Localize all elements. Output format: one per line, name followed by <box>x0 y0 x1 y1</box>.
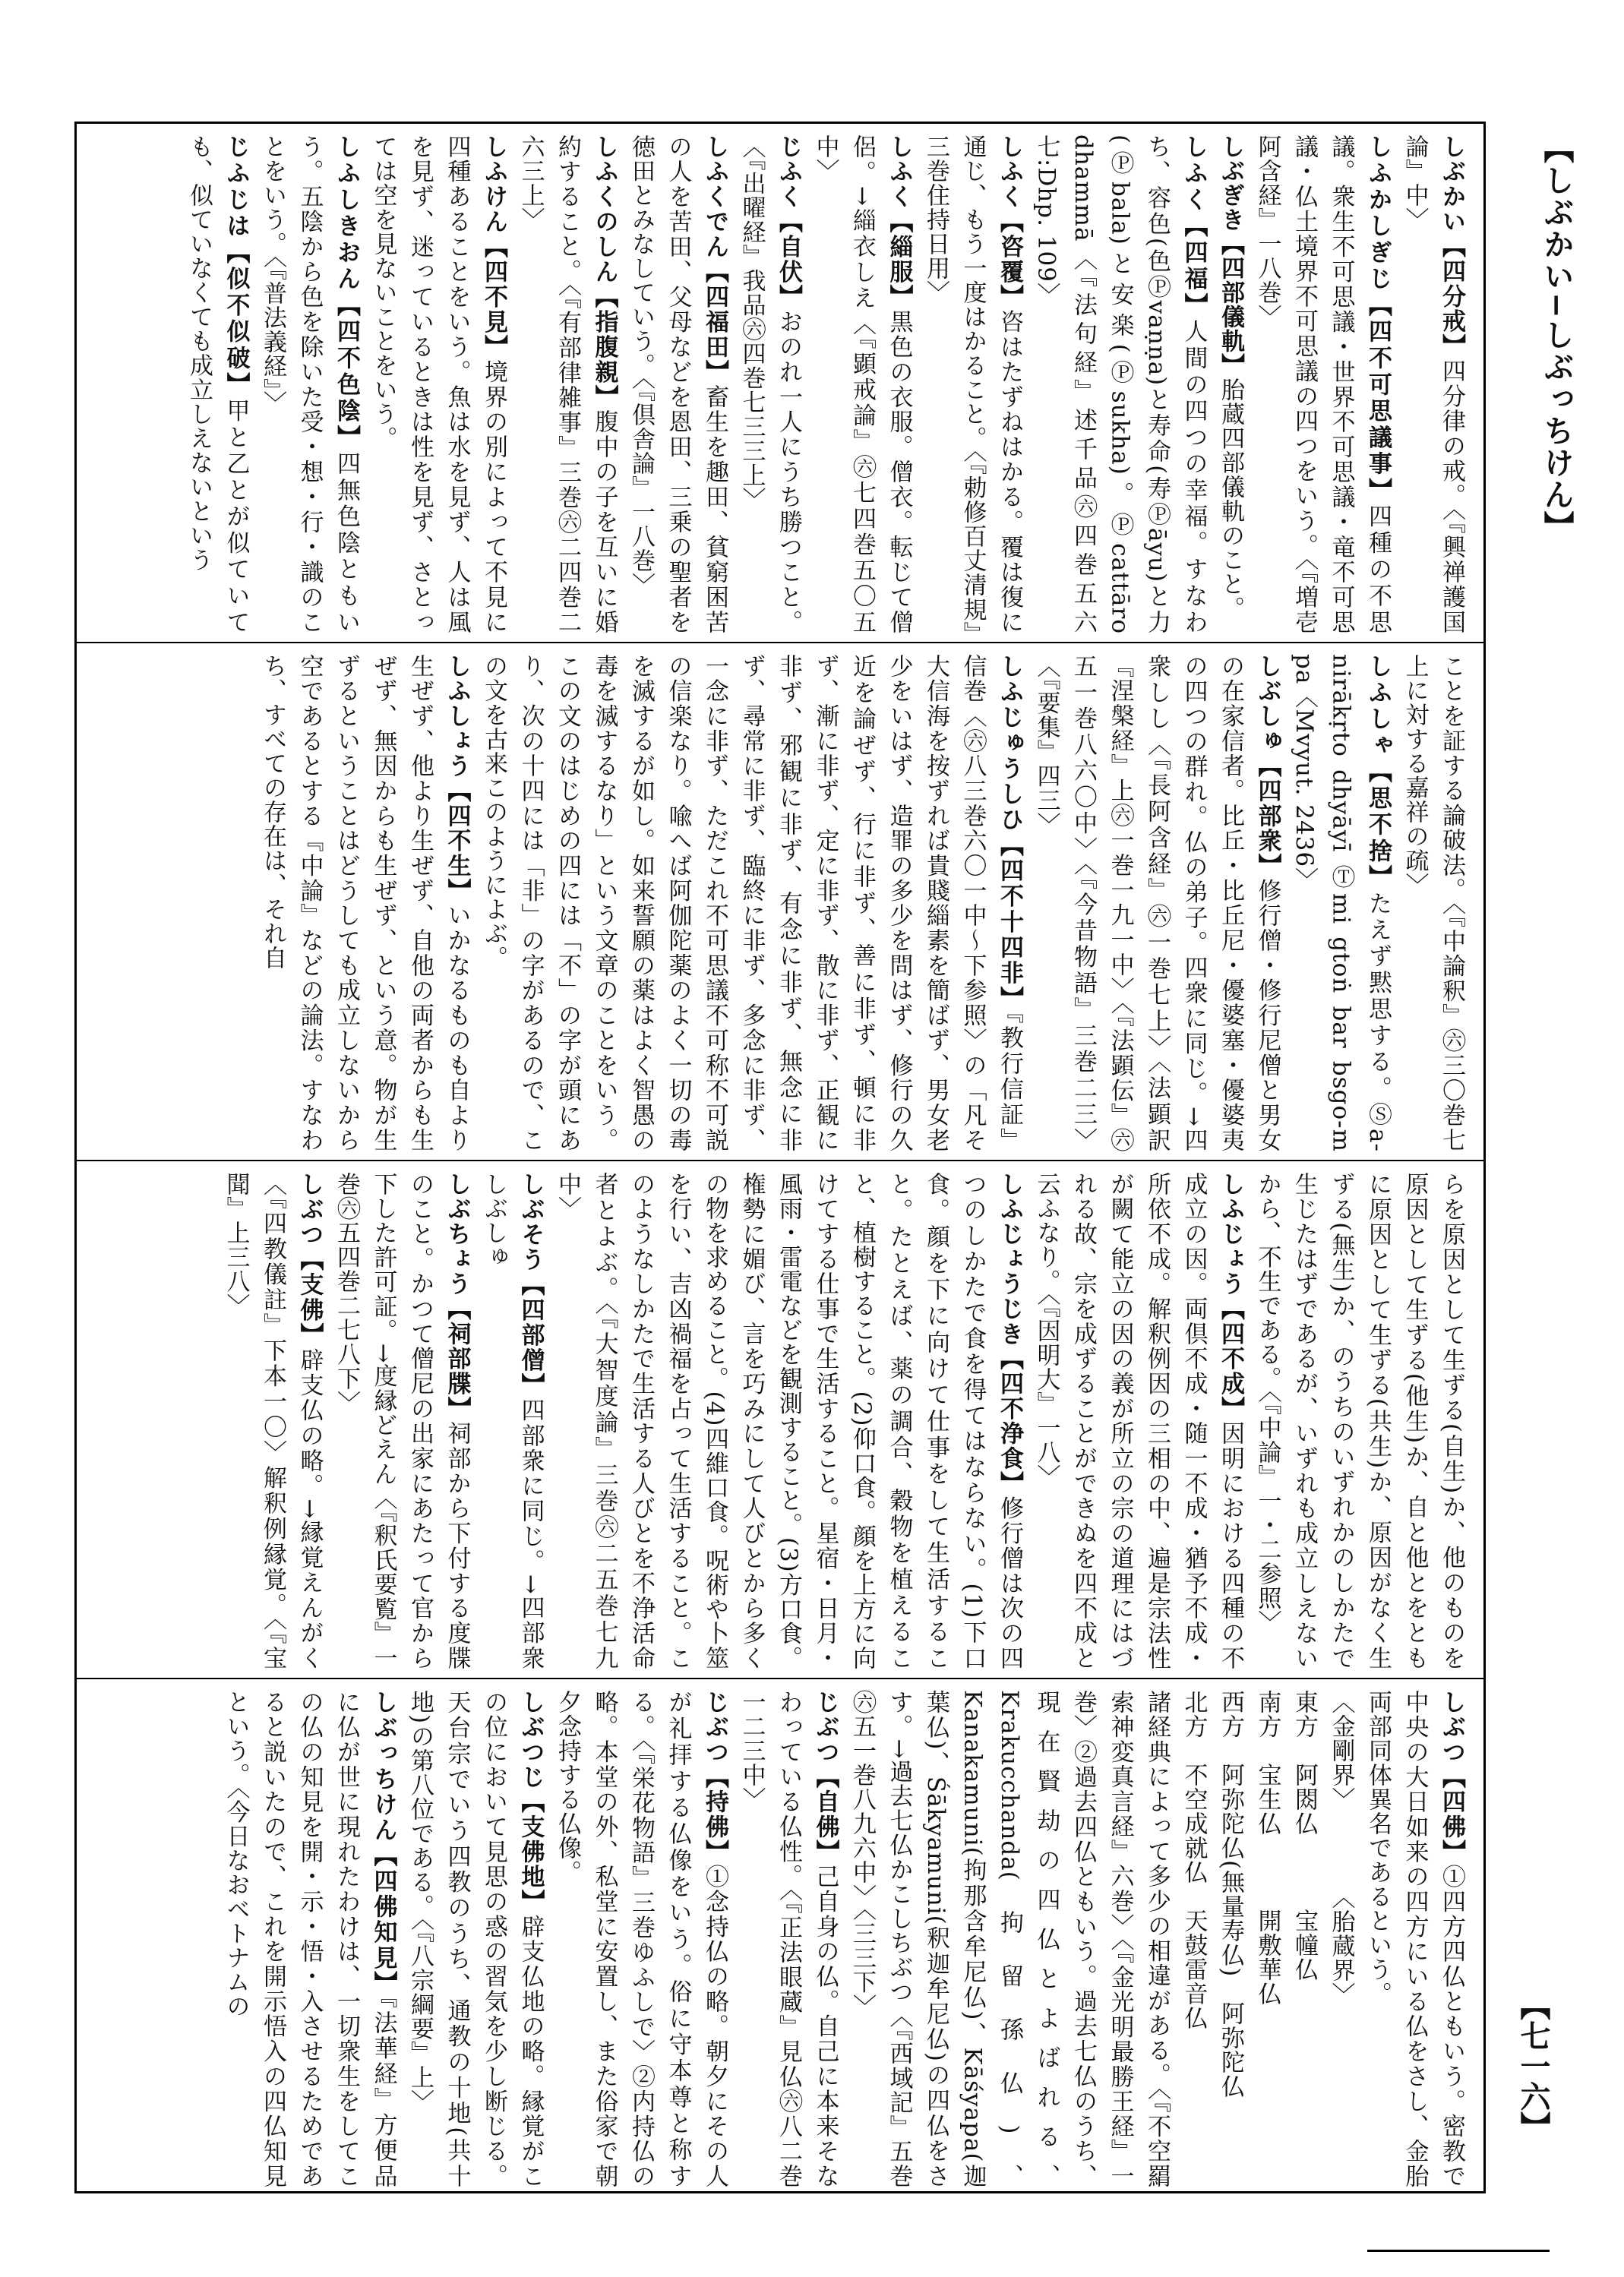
entry-definition: 四部衆に同じ。→四部衆しぶしゅ <box>480 1172 545 1671</box>
entry-headword: しふしょう【四不生】 <box>443 654 471 904</box>
entry-headword: しぶぎき【四部儀軌】 <box>1217 134 1244 377</box>
entry-headword: しふく【緇服】 <box>885 134 913 310</box>
entry-headword: しぶつ【支佛】 <box>295 1172 324 1348</box>
entry-definition: 畜生を趣田、貧窮困苦の人を苦田、父母などを恩田、三乗の聖者を徳田とみなしていう。〈『倶舎論』一八巻〉 <box>627 134 728 635</box>
dictionary-entry <box>812 134 913 634</box>
dictionary-entry <box>1180 1690 1208 2030</box>
dictionary-entry <box>738 1690 839 2188</box>
entry-definition: 北方 不空成就仏 天鼓雷音仏 <box>1180 1690 1208 2030</box>
entry-definition: 辟支仏の略。→縁覚えんがく〈『四教儀註』下本一〇〉解釈例縁覚。〈『宝聞』上三八〉 <box>222 1172 324 1670</box>
page-header: 【しぶかい−しぶっちけん】 <box>1539 133 1575 543</box>
entry-definition: 諸経典によって多少の相違がある。〈『不空羂索神変真言経』六巻〉〈『金光明最勝王経』一巻〉②過去四仏ともいう。過去七仏のうち、現在賢劫の四仏とよばれる、Krakucchanda(拘留孫仏)、Kanakamuni(拘那含牟尼仏)、Kāśyapa(迦葉仏)、Śākyamuni(釈迦牟尼仏)の四仏をさす。→過去七仏かこしちぶつ〈『西域記』五巻㊅五一巻八九六中〉〈三三下〉 <box>848 1690 1171 2188</box>
entry-definition: 祠部から下付する度牒のこと。かつて僧尼の出家にあたって官から下した許可証。→度縁どえん〈『釈氏要覧』一巻㊅五四巻二七八下〉 <box>333 1172 471 1671</box>
tier-2-text <box>90 654 1470 1152</box>
entry-definition: 腹中の子を互いに婚約すること。〈『有部律雑事』三巻㊅二四巻二六三上〉 <box>517 134 618 635</box>
entry-definition: 南方 宝生仏 開敷華仏 <box>1253 1690 1281 2006</box>
dictionary-entry <box>1217 134 1244 621</box>
dictionary-entry <box>554 1172 1023 1670</box>
entry-headword: しふしきおん【四不色陰】 <box>333 134 360 452</box>
tier-1 <box>77 124 1483 642</box>
dictionary-entry <box>1033 1172 1245 1670</box>
entry-definition: 胎蔵四部儀軌のこと。 <box>1217 377 1244 621</box>
entry-definition: 四種の不思議。衆生不可思議・世界不可思議・竜不可思議・仏土境界不可思議の四つをいう。〈『増壱阿含経』一八巻〉 <box>1253 134 1392 635</box>
dictionary-entry <box>223 1172 324 1670</box>
entry-definition: 『法華経』方便品に仏が世に現れたわけは、一切衆生をしてこの仏の知見を開・示・悟・入させるためであると説いたので、これを開示悟入の四仏知見という。〈今日なおベトナムの <box>222 1690 397 2189</box>
dictionary-entry <box>406 1690 545 2188</box>
dictionary-entry <box>1254 134 1392 634</box>
entry-headword: しふじょうじき【四不浄食】 <box>996 1172 1023 1496</box>
tier-4-text <box>90 1690 1470 2188</box>
dictionary-entry <box>259 134 360 634</box>
entry-headword: しぶそう【四部僧】 <box>517 1172 545 1398</box>
dictionary-entry <box>480 1172 545 1670</box>
dictionary-entry <box>848 1690 1171 2188</box>
entry-definition: 西方 阿弥陀仏(無量寿仏) 阿弥陀仏 <box>1217 1690 1244 2099</box>
entry-headword: じぶつ【持佛】 <box>701 1690 728 1865</box>
dictionary-entry <box>627 134 728 634</box>
dictionary-frame <box>74 122 1486 2193</box>
entry-definition: 咨はたずねはかる。覆は復に通じ、もう一度はかること。〈『勅修百丈清規』三巻住持日用〉 <box>922 134 1023 635</box>
dictionary-entry <box>1364 1690 1465 2188</box>
bottom-rule <box>1367 2250 1550 2252</box>
tier-1-text <box>90 134 1470 634</box>
entry-definition: 〈金剛界〉 〈胎蔵界〉 <box>1327 1690 1355 2007</box>
tier-2 <box>77 642 1483 1160</box>
entry-headword: しぶちょう【祠部牒】 <box>443 1172 471 1422</box>
entry-headword: しぶっちけん【四佛知見】 <box>369 1690 397 1997</box>
dictionary-entry <box>185 134 250 634</box>
entry-definition: 修行僧は次の四つのしかたで食を得てはならない。(1)下口食。顔を下に向けて仕事をして生活すること。たとえば、薬の調合、穀物を植えること、植樹すること。(2)仰口食。顔を上方に向けてする仕事で生活すること。星宿・日月・風雨・雷電などを観測すること。(3)方口食。権勢に媚び、言を巧みにして人びとから多くの物を求めること。(4)四維口食。呪術や卜筮を行い、吉凶禍福を占って生活すること。このようなしかたで生活する人びとを不浄活命者とよぶ。〈『大智度論』三巻㊅二五巻七九中〉 <box>554 1172 1023 1671</box>
dictionary-entry <box>1033 654 1281 1152</box>
entry-definition: たえず黙思する。Ⓢa-nirākṛto dhyāyī Ⓣmi gtoṅ bar bsgo-m pa〈Mvyut. 2436〉 <box>1291 654 1392 1152</box>
dictionary-entry <box>922 134 1023 634</box>
dictionary-entry <box>1291 654 1392 1152</box>
entry-definition: 修行僧・修行尼僧と男女の在家信者。比丘・比丘尼・優婆塞・優婆夷の四つの群れ。仏の弟子。四衆に同じ。→四衆しし〈『長阿含経』㊅一巻七上〉〈法顕訳『涅槃経』上㊅一巻一九一中〉〈『法顕伝』㊅五一巻八六〇中〉〈『今昔物語』三巻二三〉〈『要集』四三〉 <box>1032 654 1281 1153</box>
entry-headword: しぶかい【四分戒】 <box>1438 134 1465 359</box>
entry-headword: しふじょう【四不成】 <box>1217 1172 1244 1422</box>
entry-definition: いかなるものも自より生ぜず、他より生ぜず、自他の両者からも生ぜず、無因からも生ぜず、という意。物が生ずるということはどうしても成立しないから空であるとする『中論』などの論法。すなわち、すべての存在は、それ自 <box>259 654 471 1153</box>
entry-headword: しふくでん【四福田】 <box>701 134 728 385</box>
entry-definition: 黒色の衣服。僧衣。転じて僧侶。→緇衣しえ〈『顕戒論』㊅七四巻五〇五中〉 <box>811 134 913 635</box>
entry-headword: しぶしゅ【四部衆】 <box>1253 654 1281 879</box>
entry-definition: 境界の別によって不見に四種あることをいう。魚は水を見ず、人は風を見ず、迷っているときは性を見ず、さとっては空を見ないことをいう。 <box>369 134 507 635</box>
entry-definition: ①四方四仏ともいう。密教で中央の大日如来の四方にいる仏をさし、金胎両部同体異名であるという。 <box>1364 1690 1465 2189</box>
dictionary-entry <box>1217 1690 1244 2099</box>
entry-definition: ①念持仏の略。朝夕にその人が礼拝する仏像をいう。俗に守本尊と称する。〈『栄花物語』三巻ゆふしで〉②内持仏の略。本堂の外、私堂に安置し、また俗家で朝夕念持する仏像。 <box>554 1690 728 2189</box>
entry-definition: 甲と乙とが似ていても、似ていなくても成立しえないという <box>185 134 250 635</box>
dictionary-entry <box>370 134 508 634</box>
dictionary-entry <box>1033 134 1208 634</box>
dictionary-entry <box>1401 654 1466 1152</box>
entry-headword: しふくのしん【指腹親】 <box>590 134 618 410</box>
tier-3 <box>77 1160 1483 1678</box>
tier-3-text <box>90 1172 1470 1670</box>
entry-definition: 東方 阿閦仏 宝幢仏 <box>1291 1690 1318 1982</box>
dictionary-entry <box>223 1690 397 2188</box>
entry-definition: 因明における四種の不成立の因。両倶不成・随一不成・猶予不成・所依不成。解釈例因の三相の中、遍是宗法性が闕て能立の因の義が所立の宗の道理にはづれる故、宗を成ずることができぬを四不成と云ふなり。〈『因明大』一八〉 <box>1032 1172 1244 1671</box>
dictionary-entry <box>554 1690 728 2188</box>
entry-headword: じふじは【似不似破】 <box>222 134 250 399</box>
entry-headword: しふしゃ【思不捨】 <box>1364 654 1392 892</box>
dictionary-entry <box>1254 1690 1281 2006</box>
entry-headword: しふかしぎじ【四不可思議事】 <box>1364 134 1392 504</box>
dictionary-entry <box>738 134 803 634</box>
entry-headword: しふけん【四不見】 <box>480 134 507 360</box>
dictionary-entry <box>517 134 618 634</box>
dictionary-entry <box>1328 1690 1355 2007</box>
entry-headword: しふく【咨覆】 <box>996 134 1023 310</box>
entry-definition: 四無色陰ともいう。五陰から色を除いた受・想・行・識のことをいう。〈『普法義経』〉 <box>259 134 360 635</box>
entry-definition: 人間の四つの幸福。すなわち、容色(色Ⓟvaṇṇa)と寿命(寿Ⓟāyu)と力(Ⓟbala)と安楽(Ⓟsukha)。Ⓟcattāro dhammā〈『法句経』述千品㊅四巻五六七:Dhp. 109〉 <box>1032 134 1208 635</box>
entry-definition: おのれ一人にうち勝つこと。〈『出曜経』我品㊅四巻七三三上〉 <box>738 134 802 635</box>
dictionary-entry <box>480 654 1023 1152</box>
dictionary-entry <box>259 654 471 1152</box>
entry-headword: しぶつじ【支佛地】 <box>517 1690 545 1915</box>
entry-headword: しふじゅうしひ【四不十四非】 <box>996 654 1023 1012</box>
entry-definition: 辟支仏地の略。縁覚がこの位において見思の惑の習気を少し断じる。天台宗でいう四教のうち、通教の十地(共十地)の第八位である。〈『八宗綱要』上〉 <box>406 1690 545 2189</box>
entry-headword: じふく【自伏】 <box>775 134 802 310</box>
dictionary-entry <box>1401 134 1466 634</box>
entry-headword: しぶつ【四佛】 <box>1438 1690 1465 1865</box>
entry-definition: 四分律の戒。〈『興禅護国論』中〉 <box>1401 134 1465 635</box>
entry-definition: らを原因として生ずる(自生)か、他のものを原因として生ずる(他生)か、自と他とをともに原因として生ずる(共生)か、原因がなく生ずる(無生)か、のうちのいずれかのしかたで生じたはずであるが、いずれも成立しえないから、不生である。〈『中論』一・二参照〉 <box>1253 1172 1465 1670</box>
dictionary-entry <box>333 1172 471 1670</box>
dictionary-entry <box>1291 1690 1318 1982</box>
entry-headword: じぶつ【自佛】 <box>811 1690 839 1865</box>
entry-headword: しふく【四福】 <box>1180 134 1208 320</box>
entry-definition: 己自身の仏。自己に本来そなわっている仏性。〈『正法眼蔵』見仏㊅八二巻一二三中〉 <box>738 1690 839 2189</box>
tier-4 <box>77 1678 1483 2196</box>
dictionary-entry <box>1254 1172 1466 1670</box>
entry-definition: 『教行信証』信巻〈㊅八三巻六〇一中〜下参照〉の「凡そ大信海を按ずれば貴賤緇素を簡ばず、男女老少をいはず、造罪の多少を問はず、修行の久近を論ぜず、行に非ず、善に非ず、頓に非ず、漸に非ず、定に非ず、散に非ず、正観に非ず、邪観に非ず、有念に非ず、無念に非ず、尋常に非ず、臨終に非ず、多念に非ず、一念に非ず、ただこれ不可思議不可称不可説の信楽なり。喩へば阿伽陀薬のよく一切の毒を滅するが如し。如来誓願の薬はよく智愚の毒を滅するなり」という文章のことをいう。この文のはじめの四には「不」の字が頭にあり、次の十四には「非」の字があるので、この文を古来このようによぶ。 <box>480 654 1023 1153</box>
entry-definition: ことを証する論破法。〈『中論釈』㊅三〇巻七上に対する嘉祥の疏〉 <box>1401 654 1465 1152</box>
page-number: 【七一六】 <box>1515 1990 1551 2142</box>
